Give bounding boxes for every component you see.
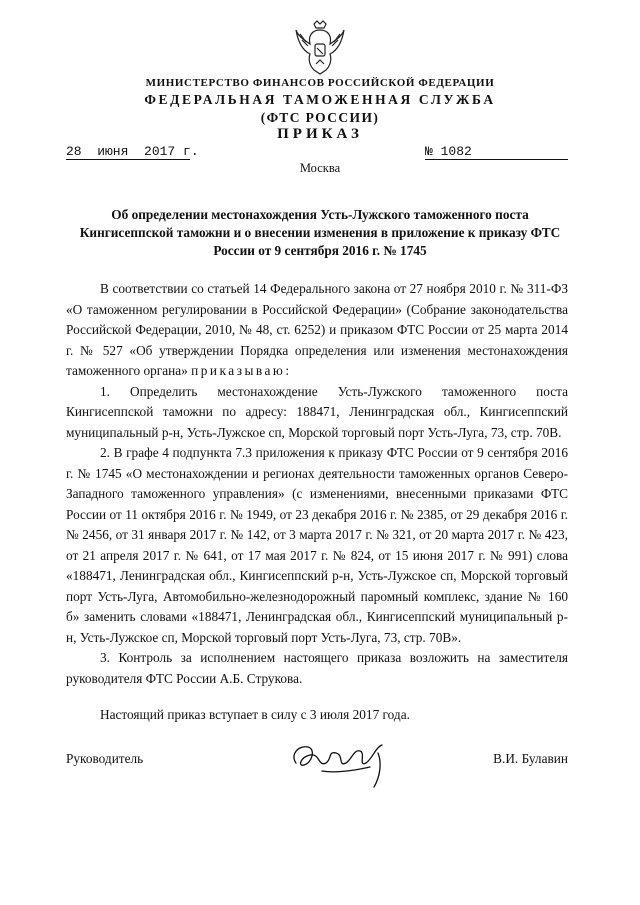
- item-paragraph: 1. Определить местонахождение Усть-Лужского таможенного поста Кингисеппской таможни по адресу: 188471, Ленинградская обл., Кингисеппский муниципальный р-н, Усть-Лужское сп, Морской торговый порт Усть-Луга, 73, стр. 70В.: [66, 383, 568, 440]
- order-date: [66, 144, 199, 160]
- signatory-name: В.И. Булавин: [493, 751, 568, 766]
- signatory-role: Руководитель: [66, 751, 144, 766]
- document-body: [66, 279, 568, 726]
- handwritten-signature: [282, 733, 402, 789]
- intro-text: В соответствии со статьей 14 Федерального закона от 27 ноября 2010 г. № 311-ФЗ «О таможенном регулировании в Российской Федерации» (Собрание законодательства Российской Федерации, 2010, № 48, ст. 6252) и приказом ФТС России от 25 марта 2014 г. № 527 «Об утверждении Порядка определения или изменения местонахождения таможенного органа»: [66, 281, 568, 378]
- document-type: ПРИКАЗ: [277, 126, 363, 142]
- number-label: №: [425, 144, 433, 159]
- effective-date-paragraph: Настоящий приказ вступает в силу с 3 июля 2017 года.: [100, 707, 410, 722]
- item-paragraph: 2. В графе 4 подпункта 7.3 приложения к приказу ФТС России от 9 сентября 2016 г. № 1745 «О местонахождении и регионах деятельности таможенных органов Северо-Западного таможенного управления» (с изменениями, внесенными приказами ФТС России от 11 октября 2016 г. № 1949, от 23 декабря 2016 г. № 2385, от 29 декабря 2016 г. № 2456, от 31 января 2017 г. № 142, от 3 марта 2017 г. № 321, от 20 марта 2017 г. № 423, от 21 апреля 2017 г. № 641, от 17 мая 2017 г. № 824, от 15 июня 2017 г. № 991) слова «188471, Ленинградская обл., Кингисеппский р-н, Усть-Лужское сп, Морской торговый порт Усть-Луга, Автомобильно-железнодорожный паромный комплекс, здание № 160 б» заменить словами «188471, Ленинградская обл., Кингисеппский муниципальный р-н, Усть-Лужское сп, Морской торговый порт Усть-Луга, 73, стр. 70В».: [66, 445, 568, 645]
- order-number: 1082: [440, 144, 472, 159]
- service-abbreviation: (ФТС РОССИИ): [260, 110, 380, 125]
- russian-coat-of-arms-icon: [294, 20, 346, 76]
- city: Москва: [299, 161, 341, 175]
- order-number-line: [425, 144, 568, 160]
- item-paragraph: 3. Контроль за исполнением настоящего приказа возложить на заместителя руководителя ФТС России А.Б. Струкова.: [66, 650, 568, 686]
- order-date-text: 28 июня 2017 г.: [66, 144, 199, 159]
- ministry-name: МИНИСТЕРСТВО ФИНАНСОВ РОССИЙСКОЙ ФЕДЕРАЦИИ: [145, 77, 495, 89]
- intro-paragraph: [66, 279, 568, 382]
- document-title: Об определении местонахождения Усть-Лужского таможенного поста Кингисеппской таможни и о внесении изменения в приложение к приказу ФТС России от 9 сентября 2016 г. № 1745: [79, 207, 561, 258]
- command-word: приказываю:: [191, 363, 292, 378]
- service-name: ФЕДЕРАЛЬНАЯ ТАМОЖЕННАЯ СЛУЖБА: [144, 92, 496, 107]
